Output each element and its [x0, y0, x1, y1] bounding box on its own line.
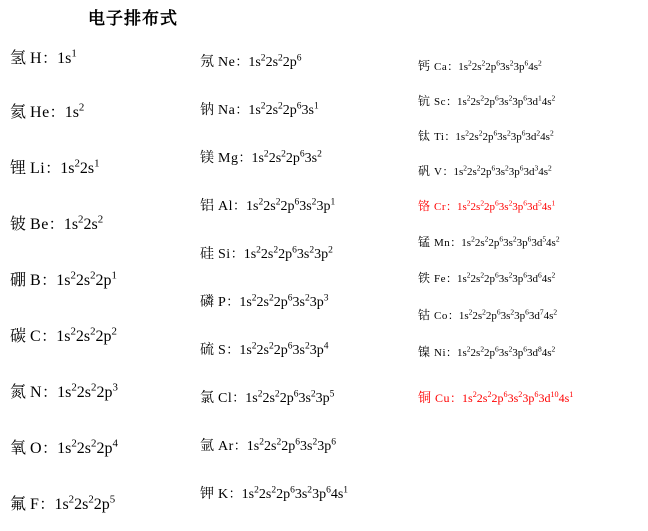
- element-entry: [200, 54, 302, 70]
- element-entry: [200, 342, 329, 358]
- element-symbol: He: [30, 104, 50, 121]
- element-entry: [418, 344, 555, 360]
- element-symbol: Mg: [218, 151, 239, 166]
- element-entry: [200, 150, 322, 166]
- element-name-cn: 铬: [418, 199, 431, 213]
- entry-separator: ：: [446, 200, 458, 213]
- element-entry: [418, 307, 557, 323]
- entry-separator: ：: [446, 346, 458, 359]
- element-entry: [418, 390, 573, 406]
- electron-configuration: $1s^22s^22p^63s^23p^63d^64s^2$: [457, 270, 556, 285]
- element-entry: [418, 163, 552, 179]
- electron-configuration: $1s^22s^22p^63s^23p^64s^1$: [241, 485, 349, 502]
- element-entry: [200, 102, 319, 118]
- element-entry: [10, 493, 116, 513]
- entry-separator: ：: [226, 343, 240, 358]
- element-symbol: C: [30, 328, 42, 345]
- element-entry: [200, 294, 329, 310]
- element-symbol: Al: [218, 199, 233, 214]
- electron-configuration: $1s^22s^22p^63s^23p^63d^84s^2$: [457, 344, 556, 359]
- element-symbol: O: [30, 440, 43, 457]
- entry-separator: ：: [235, 103, 249, 118]
- element-name-cn: 铁: [418, 271, 431, 285]
- element-name-cn: 硅: [200, 246, 214, 262]
- entry-separator: ：: [45, 159, 61, 177]
- electron-configuration: $1s^22s^22p^63s^23p^63d^24s^2$: [455, 128, 554, 143]
- entry-separator: ：: [42, 383, 58, 401]
- element-name-cn: 镁: [200, 150, 214, 166]
- element-symbol: Co: [434, 310, 448, 322]
- element-entry: [200, 246, 333, 262]
- element-symbol: Ar: [218, 439, 234, 454]
- element-symbol: H: [30, 50, 43, 67]
- electron-configuration: $1s^22s^22p^63s^23p^63d^74s^2$: [458, 307, 558, 322]
- entry-separator: ：: [235, 55, 249, 70]
- entry-separator: ：: [444, 130, 456, 143]
- element-symbol: Mn: [434, 237, 451, 249]
- entry-separator: ：: [450, 391, 463, 405]
- electron-configuration: $1s^22s^22p^63s^23p^63d^{10}4s^1$: [462, 390, 574, 405]
- element-name-cn: 氯: [200, 390, 214, 406]
- entry-separator: ：: [446, 272, 458, 285]
- element-symbol: Na: [218, 103, 236, 118]
- element-entry: [418, 270, 555, 286]
- element-symbol: Ca: [434, 61, 448, 73]
- element-symbol: B: [30, 272, 42, 289]
- entry-separator: ：: [48, 215, 64, 233]
- page-title: 电子排布式: [88, 9, 178, 28]
- element-entry: [10, 101, 85, 121]
- electron-configuration: $1s^22s^22p^2$: [56, 325, 117, 345]
- element-symbol: Ne: [218, 55, 236, 70]
- element-name-cn: 镍: [418, 345, 431, 359]
- element-entry: [418, 234, 560, 250]
- electron-configuration: $1s^22s^22p^63s^23p^63d^54s^2$: [461, 234, 560, 249]
- electron-configuration: $1s^22s^22p^63s^23p^1$: [246, 197, 336, 214]
- element-name-cn: 锰: [418, 235, 431, 249]
- entry-separator: ：: [41, 327, 57, 345]
- electron-configuration: $1s^22s^22p^63s^23p^63d^14s^2$: [457, 93, 556, 108]
- electron-configuration: $1s^1$: [57, 47, 77, 67]
- electron-configuration: $1s^22s^22p^63s^23p^4$: [239, 341, 329, 358]
- entry-separator: ：: [447, 309, 459, 322]
- element-entry: [10, 325, 117, 345]
- element-name-cn: 锂: [10, 158, 27, 177]
- element-symbol: Ti: [434, 131, 445, 143]
- element-symbol: Fe: [434, 273, 447, 285]
- element-entry: [418, 58, 542, 74]
- element-name-cn: 磷: [200, 294, 214, 310]
- entry-separator: ：: [228, 487, 242, 502]
- element-name-cn: 钾: [200, 486, 214, 502]
- element-name-cn: 钠: [200, 102, 214, 118]
- electron-configuration: $1s^22s^22p^63s^23p^5$: [245, 389, 335, 406]
- electron-configuration: $1s^22s^22p^63s^23p^63d^34s^2$: [453, 163, 552, 178]
- entry-separator: ：: [41, 271, 57, 289]
- element-entry: [10, 437, 118, 457]
- element-entry: [200, 486, 348, 502]
- element-name-cn: 钪: [418, 94, 431, 108]
- element-symbol: Ni: [434, 347, 447, 359]
- entry-separator: ：: [233, 199, 247, 214]
- electron-configuration: $1s^22s^22p^3$: [57, 381, 118, 401]
- element-entry: [418, 198, 555, 214]
- element-name-cn: 钴: [418, 308, 431, 322]
- element-entry: [200, 390, 334, 406]
- element-entry: [200, 198, 335, 214]
- element-symbol: Be: [30, 216, 49, 233]
- entry-separator: ：: [49, 103, 65, 121]
- electron-configuration: $1s^22s^22p^63s^2$: [251, 149, 322, 166]
- element-entry: [10, 381, 118, 401]
- element-name-cn: 氩: [200, 438, 214, 454]
- element-name-cn: 氧: [10, 438, 27, 457]
- element-entry: [418, 93, 555, 109]
- element-name-cn: 氮: [10, 382, 27, 401]
- entry-separator: ：: [446, 95, 458, 108]
- element-name-cn: 矾: [418, 164, 431, 178]
- element-symbol: F: [30, 496, 40, 513]
- element-name-cn: 钙: [418, 59, 431, 73]
- element-entry: [10, 213, 104, 233]
- entry-separator: ：: [233, 439, 247, 454]
- electron-configuration: $1s^22s^22p^5$: [54, 493, 116, 513]
- entry-separator: ：: [238, 151, 252, 166]
- electron-configuration: $1s^22s^22p^63s^1$: [248, 101, 319, 118]
- electron-configuration: $1s^22s^22p^4$: [57, 437, 118, 457]
- element-symbol: V: [434, 166, 443, 178]
- entry-separator: ：: [450, 236, 462, 249]
- element-symbol: P: [218, 295, 227, 310]
- entry-separator: ：: [42, 49, 58, 67]
- electron-configuration: $1s^22s^22p^63s^23p^64s^2$: [458, 58, 542, 73]
- element-symbol: Sc: [434, 96, 447, 108]
- element-symbol: K: [218, 487, 229, 502]
- element-symbol: Li: [30, 160, 46, 177]
- entry-separator: ：: [39, 495, 55, 513]
- element-name-cn: 碳: [10, 326, 27, 345]
- element-name-cn: 氖: [200, 54, 214, 70]
- electron-configuration: $1s^22s^22p^1$: [56, 269, 117, 289]
- element-name-cn: 铝: [200, 198, 214, 214]
- electron-configuration: $1s^22s^22p^63s^23p^2$: [243, 245, 333, 262]
- element-entry: [418, 128, 554, 144]
- entry-separator: ：: [442, 165, 454, 178]
- element-name-cn: 氟: [10, 494, 27, 513]
- entry-separator: ：: [226, 295, 240, 310]
- element-name-cn: 铜: [418, 391, 432, 406]
- element-symbol: Cr: [434, 201, 447, 213]
- entry-separator: ：: [230, 247, 244, 262]
- electron-configuration: $1s^22s^22p^6$: [248, 53, 302, 70]
- element-entry: [10, 157, 100, 177]
- element-symbol: S: [218, 343, 227, 358]
- entry-separator: ：: [42, 439, 58, 457]
- element-name-cn: 铍: [10, 214, 27, 233]
- element-symbol: Si: [218, 247, 231, 262]
- element-name-cn: 氦: [10, 102, 27, 121]
- electron-configuration: $1s^22s^22p^63s^23p^3$: [239, 293, 329, 310]
- entry-separator: ：: [447, 60, 459, 73]
- element-entry: [200, 438, 336, 454]
- element-entry: [10, 269, 117, 289]
- electron-configuration: $1s^22s^1$: [60, 157, 100, 177]
- element-symbol: Cl: [218, 391, 233, 406]
- element-name-cn: 钛: [418, 129, 431, 143]
- element-symbol: N: [30, 384, 43, 401]
- electron-configuration: $1s^22s^22p^63s^23p^6$: [246, 437, 336, 454]
- electron-configuration: $1s^22s^2$: [63, 213, 104, 233]
- element-symbol: Cu: [435, 391, 451, 405]
- electron-configuration: $1s^2$: [64, 101, 85, 121]
- element-name-cn: 硼: [10, 270, 27, 289]
- element-name-cn: 硫: [200, 342, 214, 358]
- entry-separator: ：: [232, 391, 246, 406]
- element-name-cn: 氢: [10, 48, 27, 67]
- electron-configuration: $1s^22s^22p^63s^23p^63d^54s^1$: [457, 198, 556, 213]
- element-entry: [10, 47, 77, 67]
